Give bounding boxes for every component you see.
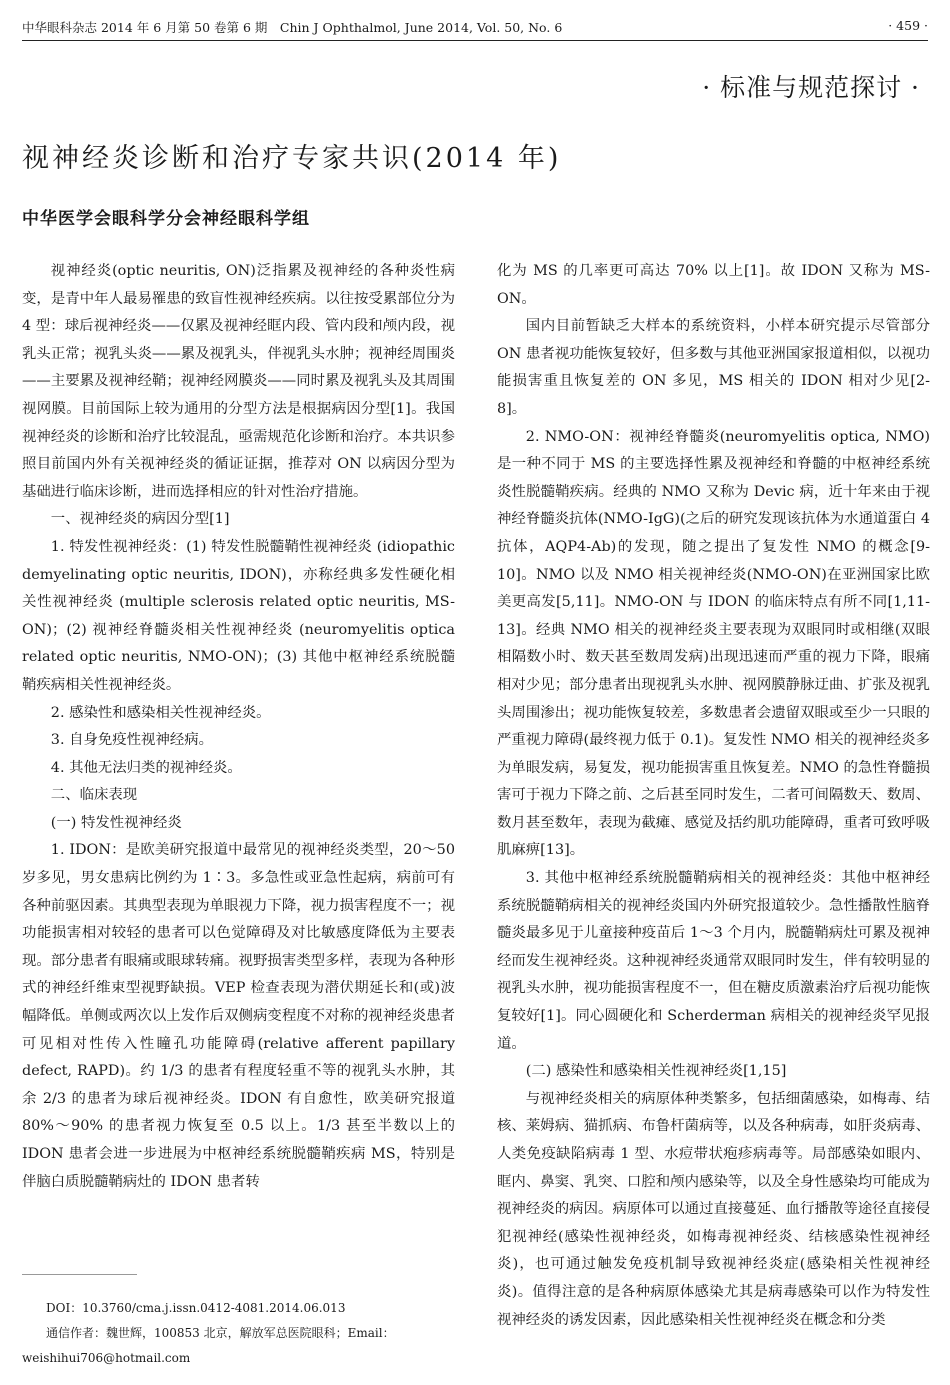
subsection-heading: (一) 特发性视神经炎 bbox=[50, 814, 182, 831]
correspondence: 通信作者：魏世辉，100853 北京，解放军总医院眼科；Email： bbox=[46, 1326, 395, 1340]
running-header bbox=[22, 18, 928, 40]
section-heading: 一、视神经炎的病因分型[1] bbox=[50, 511, 230, 528]
paragraph: 与视神经炎相关的病原体种类繁多，包括细菌感染，如梅毒、结核、莱姆病、猫抓病、布鲁杆菌病等，以及各种病毒，如肝炎病毒、人类免疫缺陷病毒 1 型、水痘带状疱疹病毒等。局部感染如眼内、眶内、鼻窦、乳突、口腔和颅内感染等，以及全身性感染均可能成为视神经炎的病因。病原体可以通过直接蔓延、血行播散等途径直接侵犯视神经(感染性视神经炎，如梅毒视神经炎、结核感染性视神经炎)，也可通过触发免疫机制导致视神经炎症(感染相关性视神经炎)。值得注意的是各种病原体感染尤其是病毒感染可以作为特发性视神经炎的诱发因素，因此感染相关性视神经炎在概念和分类 bbox=[497, 1090, 930, 1328]
subsection-heading: (二) 感染性和感染相关性视神经炎[1,15] bbox=[525, 1063, 787, 1080]
left-column bbox=[22, 258, 455, 1196]
footnotes bbox=[22, 1296, 455, 1371]
doi: DOI：10.3760/cma.j.issn.0412-4081.2014.06.013 bbox=[46, 1301, 346, 1315]
right-column bbox=[497, 258, 930, 1334]
footnote-rule bbox=[22, 1274, 137, 1275]
paragraph: 化为 MS 的几率更可高达 70% 以上[1]。故 IDON 又称为 MS-ON。 bbox=[497, 263, 930, 307]
paragraph: 1. 特发性视神经炎：(1) 特发性脱髓鞘性视神经炎 (idiopathic demyelinating optic neuritis, IDON)，亦称经典多发性硬化相关性视神经炎 (multiple sclerosis related optic neuritis, MS-ON)；(2) 视神经脊髓炎相关性视神经炎 (neuromyelitis optica related optic neuritis, NMO-ON)；(3) 其他中枢神经系统脱髓鞘疾病相关性视神经炎。 bbox=[22, 538, 455, 693]
section-tag: · 标准与规范探讨 · bbox=[702, 73, 920, 102]
paragraph: 2. 感染性和感染相关性视神经炎。 bbox=[50, 704, 271, 721]
paragraph: 3. 其他中枢神经系统脱髓鞘病相关的视神经炎：其他中枢神经系统脱髓鞘病相关的视神经炎国内外研究报道较少。急性播散性脑脊髓炎最多见于儿童接种疫苗后 1～3 个月内，脱髓鞘病灶可累及视神经而发生视神经炎。这种视神经炎通常双眼同时发生，伴有较明显的视乳头水肿，视功能损害程度不一，但在糖皮质激素治疗后视功能恢复较好[1]。同心圆硬化和 Scherderman 病相关的视神经炎罕见报道。 bbox=[497, 870, 930, 1052]
paragraph: 2. NMO-ON：视神经脊髓炎(neuromyelitis optica, NMO)是一种不同于 MS 的主要选择性累及视神经和脊髓的中枢神经系统炎性脱髓鞘疾病。经典的 NMO 又称为 Devic 病，近十年来由于视神经脊髓炎抗体(NMO-IgG)(之后的研究发现该抗体为水通道蛋白 4 抗体，AQP4-Ab)的发现，随之提出了复发性 NMO 的概念[9-10]。NMO 以及 NMO 相关视神经炎(NMO-ON)在亚洲国家比欧美更高发[5,11]。NMO-ON 与 IDON 的临床特点有所不同[1,11-13]。经典 NMO 相关的视神经炎主要表现为双眼同时或相继(双眼相隔数小时、数天甚至数周发病)出现迅速而严重的视力下降，眼痛相对少见；部分患者出现视乳头水肿、视网膜静脉迂曲、扩张及视乳头周围渗出；视功能恢复较差，多数患者会遗留双眼或至少一只眼的严重视力障碍(最终视力低于 0.1)。复发性 NMO 相关的视神经炎多为单眼发病，易复发，视功能损害重且恢复差。NMO 的急性脊髓损害可于视力下降之前、之后甚至同时发生，二者可间隔数天、数周、数月甚至数年，表现为截瘫、感觉及括约肌功能障碍，重者可致呼吸肌麻痹[13]。 bbox=[497, 428, 930, 859]
article-title: 视神经炎诊断和治疗专家共识(2014 年) bbox=[22, 143, 562, 174]
paragraph: 国内目前暂缺乏大样本的系统资料，小样本研究提示尽管部分 ON 患者视功能恢复较好，但多数与其他亚洲国家报道相似，以视功能损害重且恢复差的 ON 多见，MS 相关的 IDON 相对少见[2-8]。 bbox=[497, 318, 930, 417]
header-rule bbox=[22, 40, 928, 41]
email-link[interactable]: weishihui706@hotmail.com bbox=[22, 1351, 191, 1365]
section-heading: 二、临床表现 bbox=[50, 787, 138, 804]
paragraph: 视神经炎(optic neuritis, ON)泛指累及视神经的各种炎性病变，是青中年人最易罹患的致盲性视神经疾病。以往按受累部位分为 4 型：球后视神经炎——仅累及视神经眶内段、管内段和颅内段，视乳头正常；视乳头炎——累及视乳头，伴视乳头水肿；视神经周围炎——主要累及视神经鞘；视神经网膜炎——同时累及视乳头及其周围视网膜。目前国际上较为通用的分型方法是根据病因分型[1]。我国视神经炎的诊断和治疗比较混乱，亟需规范化诊断和治疗。本共识参照目前国内外有关视神经炎的循证证据，推荐对 ON 以病因分型为基础进行临床诊断，进而选择相应的针对性治疗措施。 bbox=[22, 263, 455, 500]
paragraph: 1. IDON：是欧美研究报道中最常见的视神经炎类型，20～50 岁多见，男女患病比例约为 1∶3。多急性或亚急性起病，病前可有各种前驱因素。其典型表现为单眼视力下降，视力损害程度不一；视功能损害相对较轻的患者可以色觉障碍及对比敏感度降低为主要表现。部分患者有眼痛或眼球转痛。视野损害类型多样，表现为各种形式的神经纤维束型视野缺损。VEP 检查表现为潜伏期延长和(或)波幅降低。单侧或两次以上发作后双侧病变程度不对称的视神经炎患者可见相对性传入性瞳孔功能障碍(relative afferent papillary defect, RAPD)。约 1/3 的患者有程度轻重不等的视乳头水肿，其余 2/3 的患者为球后视神经炎。IDON 有自愈性，欧美研究报道 80%～90% 的患者视力恢复至 0.5 以上。1/3 甚至半数以上的 IDON 患者会进一步进展为中枢神经系统脱髓鞘疾病 MS，特别是伴脑白质脱髓鞘病灶的 IDON 患者转 bbox=[22, 842, 455, 1190]
paragraph: 3. 自身免疫性视神经病。 bbox=[50, 732, 214, 749]
page-number: · 459 · bbox=[888, 18, 928, 33]
paragraph: 4. 其他无法归类的视神经炎。 bbox=[50, 759, 242, 776]
journal-citation: 中华眼科杂志 2014 年 6 月第 50 卷第 6 期 Chin J Ophthalmol, June 2014, Vol. 50, No. 6 bbox=[22, 20, 563, 35]
article-author: 中华医学会眼科学分会神经眼科学组 bbox=[22, 209, 310, 229]
